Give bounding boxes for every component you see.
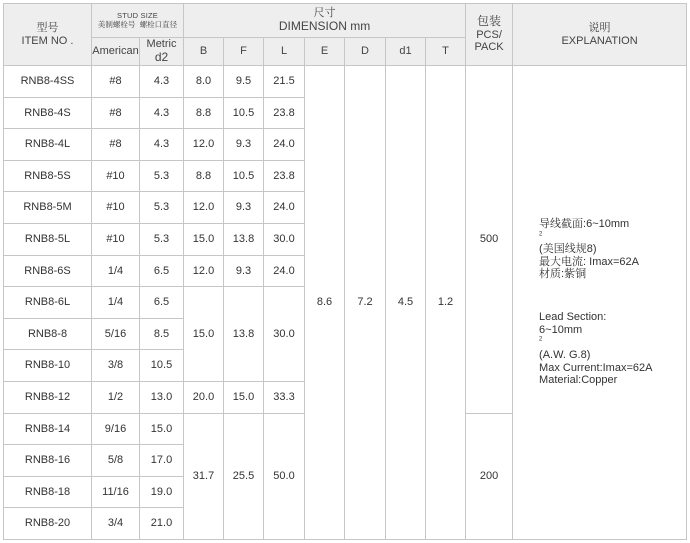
item-number: RNB8-14	[4, 413, 92, 445]
dim-l: 24.0	[264, 255, 305, 287]
american-header: American	[92, 38, 140, 66]
expl-en-line3: (A.W. G.8)	[539, 349, 591, 362]
col-e-header: E	[305, 38, 345, 66]
item-number: RNB8-6S	[4, 255, 92, 287]
american-size: 1/4	[92, 255, 140, 287]
american-size: 3/4	[92, 508, 140, 540]
expl-cn-line2: (美国线规8)	[539, 243, 597, 256]
table-body	[4, 66, 687, 540]
col-t-header: T	[426, 38, 466, 66]
stud-size-label: STUD SIZE	[117, 10, 158, 20]
col-l-header: L	[264, 38, 305, 66]
item-number: RNB8-4SS	[4, 66, 92, 98]
metric-size: 15.0	[140, 413, 184, 445]
dim-b: 15.0	[184, 223, 224, 255]
dim-b: 20.0	[184, 381, 224, 413]
item-number: RNB8-18	[4, 476, 92, 508]
american-size: 5/8	[92, 445, 140, 477]
col-b-header: B	[184, 38, 224, 66]
metric-size: 21.0	[140, 508, 184, 540]
dim-l: 30.0	[264, 223, 305, 255]
metric-size: 10.5	[140, 350, 184, 382]
dim-l: 24.0	[264, 129, 305, 161]
metric-size: 13.0	[140, 381, 184, 413]
dim-b: 8.8	[184, 160, 224, 192]
expl-cn-line1-text: 导线截面:6~10mm	[539, 217, 630, 230]
explanation-header-en: EXPLANATION	[561, 34, 638, 47]
dim-l: 30.0	[264, 287, 305, 382]
metric-size: 6.5	[140, 255, 184, 287]
dim-f: 9.3	[224, 255, 264, 287]
american-size: #10	[92, 160, 140, 192]
dim-l: 21.5	[264, 66, 305, 98]
american-size: #8	[92, 129, 140, 161]
dim-f: 13.8	[224, 287, 264, 382]
stud-size-cn	[92, 21, 183, 30]
item-number: RNB8-6L	[4, 287, 92, 319]
pack-quantity-200: 200	[466, 413, 513, 539]
american-size: 11/16	[92, 476, 140, 508]
dim-f: 10.5	[224, 160, 264, 192]
metric-size: 17.0	[140, 445, 184, 477]
dim-l: 24.0	[264, 192, 305, 224]
dim-b: 12.0	[184, 129, 224, 161]
dim-l: 23.8	[264, 97, 305, 129]
dim-f: 9.3	[224, 129, 264, 161]
item-number: RNB8-4S	[4, 97, 92, 129]
item-number: RNB8-20	[4, 508, 92, 540]
metric-size: 5.3	[140, 160, 184, 192]
american-size: #8	[92, 97, 140, 129]
metric-header-label: Metric	[146, 38, 177, 51]
pack-quantity-500: 500	[466, 66, 513, 414]
dim-d1: 4.5	[386, 66, 426, 540]
col-f-header: F	[224, 38, 264, 66]
american-size: 9/16	[92, 413, 140, 445]
american-size: 3/8	[92, 350, 140, 382]
pack-header-en2: PACK	[474, 41, 504, 54]
metric-size: 19.0	[140, 476, 184, 508]
expl-en-line2	[539, 324, 686, 349]
dim-b: 12.0	[184, 255, 224, 287]
american-size: #10	[92, 192, 140, 224]
expl-en-line2-text: 6~10mm	[539, 323, 583, 336]
dim-l: 33.3	[264, 381, 305, 413]
item-number: RNB8-16	[4, 445, 92, 477]
dim-t: 1.2	[426, 66, 466, 540]
american-size: 5/16	[92, 318, 140, 350]
pack-header-cn: 包装	[477, 13, 502, 28]
item-number: RNB8-5M	[4, 192, 92, 224]
expl-en-line5: Material:Copper	[539, 374, 618, 387]
table-row	[4, 66, 687, 98]
expl-cn-line4: 材质:紫铜	[539, 268, 587, 281]
dim-f: 10.5	[224, 97, 264, 129]
dim-f: 9.5	[224, 66, 264, 98]
metric-size: 4.3	[140, 66, 184, 98]
metric-size: 5.3	[140, 223, 184, 255]
dim-b: 8.0	[184, 66, 224, 98]
dim-f: 15.0	[224, 381, 264, 413]
model-header	[4, 4, 92, 66]
item-number: RNB8-5S	[4, 160, 92, 192]
item-number: RNB8-12	[4, 381, 92, 413]
dim-e: 8.6	[305, 66, 345, 540]
stud-metric-cn: 螺栓口直径	[139, 19, 178, 29]
expl-en-line1: Lead Section:	[539, 311, 607, 324]
dim-f: 13.8	[224, 223, 264, 255]
metric-size: 6.5	[140, 287, 184, 319]
metric-size: 4.3	[140, 97, 184, 129]
dimension-header	[184, 4, 466, 38]
expl-cn-line1	[539, 218, 686, 243]
dim-f: 25.5	[224, 413, 264, 539]
stud-size-header	[92, 4, 184, 38]
american-size: 1/2	[92, 381, 140, 413]
metric-size: 8.5	[140, 318, 184, 350]
dim-f: 9.3	[224, 192, 264, 224]
stud-american-cn: 美制螺栓号	[97, 19, 136, 29]
item-number: RNB8-5L	[4, 223, 92, 255]
col-d-header: D	[345, 38, 386, 66]
dimension-header-cn: 尺寸	[313, 7, 336, 20]
dim-b: 12.0	[184, 192, 224, 224]
dim-l: 50.0	[264, 413, 305, 539]
expl-gap	[539, 281, 686, 311]
model-header-en: ITEM NO .	[21, 34, 74, 47]
expl-cn-line3: 最大电流: Imax=62A	[539, 255, 639, 268]
model-header-cn: 型号	[36, 21, 59, 34]
pack-header	[466, 4, 513, 66]
explanation-header	[513, 4, 687, 66]
dimension-header-en: DIMENSION mm	[278, 18, 371, 33]
dim-b: 15.0	[184, 287, 224, 382]
explanation-text	[513, 66, 687, 540]
item-number: RNB8-8	[4, 318, 92, 350]
american-size: #8	[92, 66, 140, 98]
spec-table	[3, 3, 687, 540]
dim-b: 31.7	[184, 413, 224, 539]
expl-en-line4: Max Current:Imax=62A	[539, 361, 653, 374]
expl-cn-line1-sup: 2	[539, 230, 543, 237]
col-d1-header: d1	[386, 38, 426, 66]
table-header	[4, 4, 687, 66]
metric-size: 5.3	[140, 192, 184, 224]
dim-b: 8.8	[184, 97, 224, 129]
american-size: #10	[92, 223, 140, 255]
metric-size: 4.3	[140, 129, 184, 161]
metric-header-sub: d2	[154, 49, 169, 64]
explanation-header-cn: 说明	[588, 21, 611, 34]
american-size: 1/4	[92, 287, 140, 319]
dim-d: 7.2	[345, 66, 386, 540]
item-number: RNB8-4L	[4, 129, 92, 161]
item-number: RNB8-10	[4, 350, 92, 382]
pack-header-en1: PCS/	[476, 28, 502, 41]
expl-en-line2-sup: 2	[539, 336, 543, 343]
metric-header	[140, 38, 184, 66]
dim-l: 23.8	[264, 160, 305, 192]
